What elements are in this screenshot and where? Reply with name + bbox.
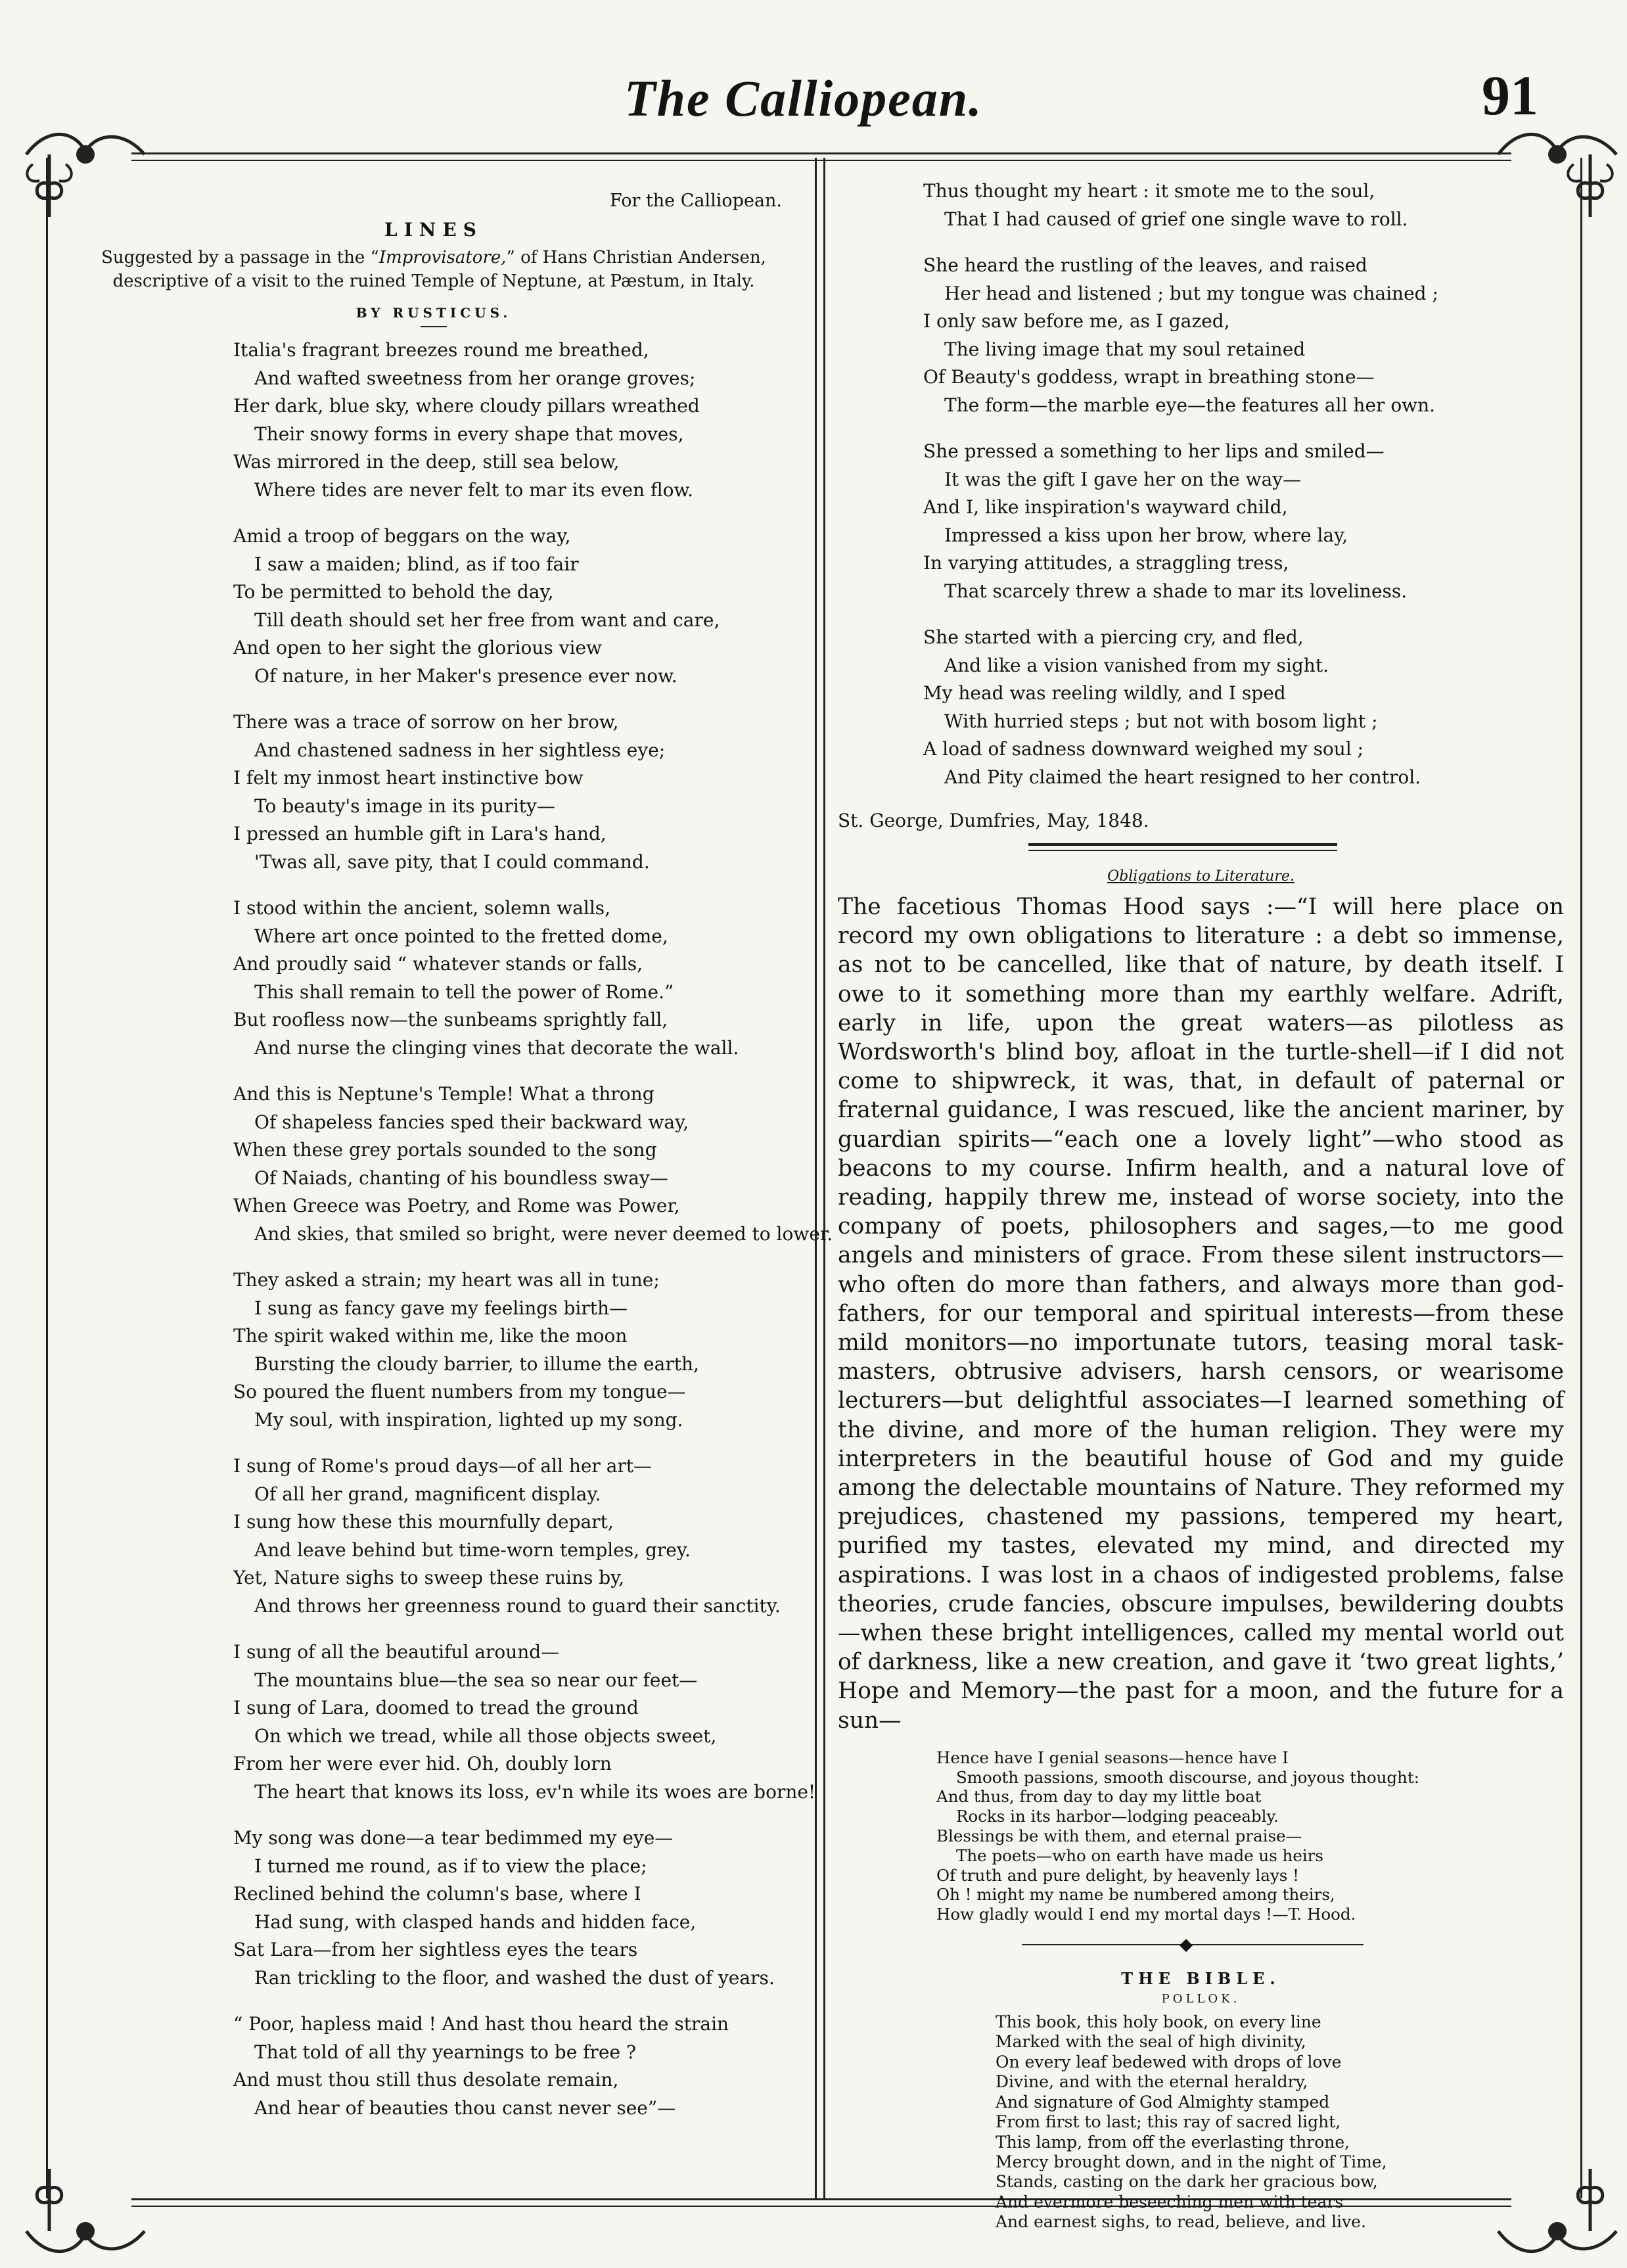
- diamond-icon: ◆: [1180, 1935, 1193, 1955]
- verse-line: And I, like inspiration's wayward child,: [923, 496, 1288, 518]
- stanza: [233, 708, 795, 876]
- poem-subtitle: [72, 246, 795, 293]
- verse-line: That I had caused of grief one single wave to roll.: [944, 208, 1408, 230]
- verse-line: It was the gift I gave her on the way—: [944, 468, 1302, 490]
- flourish-ornament-icon: [20, 2162, 151, 2261]
- verse-line: Her head and listened ; but my tongue was chained ;: [944, 282, 1438, 304]
- verse-line: My soul, with inspiration, lighted up my song.: [254, 1408, 683, 1431]
- verse-line: Sat Lara—from her sightless eyes the tears: [233, 1939, 638, 1960]
- verse-line: My song was done—a tear bedimmed my eye—: [233, 1827, 674, 1849]
- verse-line: In varying attitudes, a straggling tress,: [923, 552, 1289, 574]
- verse-line: I turned me round, as if to view the place;: [254, 1855, 647, 1877]
- poem-stanzas-continued: [838, 177, 1564, 791]
- stanza: [233, 1638, 816, 1806]
- verse-line: On every leaf bedewed with drops of love: [996, 2052, 1342, 2071]
- verse-line: Bursting the cloudy barrier, to illume the earth,: [254, 1353, 699, 1375]
- verse-line: And like a vision vanished from my sight.: [944, 654, 1329, 676]
- diamond-rule: [1022, 1935, 1363, 1955]
- subtitle-text: ” of Hans Christian Andersen, descriptive of a visit to the ruined Temple of Neptune, at Pæstum, in Italy.: [112, 248, 766, 291]
- contribution-note: For the Calliopean.: [609, 191, 782, 211]
- masthead: [0, 62, 1627, 141]
- frame-right-border: [1580, 158, 1582, 2198]
- stanza: [233, 1080, 833, 1248]
- verse-line: To be permitted to behold the day,: [233, 581, 554, 603]
- verse-line: Oh ! might my name be numbered among theirs,: [936, 1885, 1335, 1905]
- verse-line: And chastened sadness in her sightless eye;: [254, 739, 666, 761]
- verse-line: But roofless now—the sunbeams sprightly fall,: [233, 1009, 668, 1030]
- verse-line: The living image that my soul retained: [944, 338, 1306, 360]
- verse-line: That scarcely threw a shade to mar its loveliness.: [944, 580, 1408, 602]
- verse-line: Was mirrored in the deep, still sea below,: [233, 451, 620, 473]
- section-rule: [1028, 843, 1337, 851]
- verse-line: My head was reeling wildly, and I sped: [923, 682, 1286, 704]
- stanza: [233, 1266, 795, 1434]
- verse-line: And thus, from day to day my little boat: [936, 1787, 1262, 1807]
- verse-line: She started with a piercing cry, and fled,: [923, 626, 1304, 648]
- poem-title: LINES: [384, 219, 483, 241]
- verse-line: This lamp, from off the everlasting throne,: [996, 2132, 1350, 2152]
- verse-line: Her dark, blue sky, where cloudy pillars wreathed: [233, 395, 700, 417]
- verse-line: From first to last; this ray of sacred light,: [996, 2112, 1341, 2132]
- verse-quote: [936, 1748, 1564, 1924]
- left-column: [72, 177, 833, 2141]
- verse-line: I felt my inmost heart instinctive bow: [233, 767, 584, 789]
- verse-line: And proudly said “ whatever stands or falls,: [233, 953, 643, 975]
- subtitle-book-title: Improvisatore,: [378, 248, 507, 267]
- verse-line: Rocks in its harbor—lodging peaceably.: [956, 1807, 1279, 1826]
- verse-line: Impressed a kiss upon her brow, where lay,: [944, 524, 1348, 546]
- verse-line: She pressed a something to her lips and smiled—: [923, 440, 1385, 462]
- verse-line: And signature of God Almighty stamped: [996, 2092, 1330, 2112]
- verse-line: Of Beauty's goddess, wrapt in breathing stone—: [923, 366, 1375, 388]
- verse-line: Divine, and with the eternal heraldry,: [996, 2072, 1308, 2092]
- verse-line: Where art once pointed to the fretted dome,: [254, 925, 668, 947]
- verse-line: Thus thought my heart : it smote me to the soul,: [923, 180, 1375, 202]
- verse-line: Of shapeless fancies sped their backward way,: [254, 1111, 689, 1133]
- verse-line: And wafted sweetness from her orange groves;: [254, 367, 696, 389]
- stanza: [233, 336, 795, 504]
- verse-line: And open to her sight the glorious view: [233, 637, 602, 659]
- verse-line: “ Poor, hapless maid ! And hast thou heard the strain: [233, 2013, 729, 2035]
- verse-line: The spirit waked within me, like the moon: [233, 1325, 628, 1347]
- verse-line: That told of all thy yearnings to be free ?: [254, 2041, 636, 2063]
- verse-line: She heard the rustling of the leaves, and raised: [923, 254, 1367, 276]
- stanza: [233, 2010, 795, 2122]
- verse-line: Of Naiads, chanting of his boundless sway—: [254, 1167, 668, 1189]
- verse-line: I sung of all the beautiful around—: [233, 1641, 560, 1663]
- right-column: [838, 177, 1564, 2233]
- verse-line: And hear of beauties thou canst never see”—: [254, 2096, 676, 2119]
- verse-line: Hence have I genial seasons—hence have I: [936, 1747, 1289, 1767]
- poem-signoff: St. George, Dumfries, May, 1848.: [838, 810, 1149, 831]
- verse-line: I only saw before me, as I gazed,: [923, 310, 1230, 332]
- verse-line: And must thou still thus desolate remain,: [233, 2069, 619, 2091]
- verse-line: When Greece was Poetry, and Rome was Power,: [233, 1195, 680, 1216]
- verse-line: Of nature, in her Maker's presence ever now.: [254, 664, 677, 687]
- verse-line: Of truth and pure delight, by heavenly lays !: [936, 1865, 1300, 1885]
- verse-line: There was a trace of sorrow on her brow,: [233, 711, 619, 733]
- verse-line: Blessings be with them, and eternal praise—: [936, 1826, 1302, 1846]
- poem-byline: BY RUSTICUS.: [355, 305, 512, 321]
- verse-line: I sung how these this mournfully depart,: [233, 1511, 614, 1533]
- stanza: [233, 1452, 795, 1620]
- verse-line: Their snowy forms in every shape that moves,: [254, 423, 684, 445]
- verse-line: I sung as fancy gave my feelings birth—: [254, 1297, 628, 1319]
- bible-poem-title: THE BIBLE.: [1121, 1969, 1281, 1989]
- verse-line: I sung of Rome's proud days—of all her art—: [233, 1455, 653, 1477]
- verse-line: And nurse the clinging vines that decorate the wall.: [254, 1036, 739, 1059]
- stanza: [923, 624, 1564, 791]
- stanza: [923, 177, 1564, 233]
- verse-line: With hurried steps ; but not with bosom light ;: [944, 710, 1378, 732]
- bible-poem: [996, 2012, 1564, 2232]
- verse-line: Marked with the seal of high divinity,: [996, 2032, 1306, 2052]
- verse-line: Smooth passions, smooth discourse, and joyous thought:: [956, 1767, 1419, 1787]
- verse-line: On which we tread, while all those objects sweet,: [254, 1724, 717, 1747]
- bible-poem-author: POLLOK.: [1161, 1992, 1241, 2006]
- verse-line: The poets—who on earth have made us heirs: [956, 1845, 1323, 1865]
- verse-line: 'Twas all, save pity, that I could command.: [254, 850, 650, 873]
- verse-line: So poured the fluent numbers from my tongue—: [233, 1381, 686, 1402]
- verse-line: The form—the marble eye—the features all her own.: [944, 394, 1436, 416]
- stanza: [923, 252, 1564, 419]
- verse-line: And this is Neptune's Temple! What a throng: [233, 1083, 654, 1105]
- byline-rule: [421, 326, 447, 327]
- verse-line: I saw a maiden; blind, as if too fair: [254, 553, 579, 575]
- column-divider: [815, 158, 825, 2198]
- verse-line: Mercy brought down, and in the night of Time,: [996, 2152, 1387, 2171]
- verse-line: Of all her grand, magnificent display.: [254, 1483, 601, 1505]
- article-text: The facetious Thomas Hood says :—“I will here place on record my own obligations to literature : a debt so immense, as not to be cancelled, like that of nature, by death itself. I owe to it something more than my earthly welfare. Adrift, early in life, upon the great waters—as pilotless as Wordsworth's blind boy, afloat in the turtle-shell—if I did not come to shipwreck, it was, that, in default of paternal or fraternal guidance, I was rescued, like the ancient mariner, by guardian spirits—“each one a lovely light”—who stood as beacons to my course. Infirm health, and a natural love of reading, happily threw me, instead of worse society, into the company of poets, philosophers and sages,—to me good angels and ministers of grace. From these silent instructors—who often do more than fathers, and always more than god-fathers, for our temporal and spiritual interests—from these mild monitors—no importunate tutors, teasing moral task-masters, obtrusive advisers, harsh censors, or wearisome lecturers—but delightful associates—I learned something of the divine, and more of the human religion. They were my interpreters in the beautiful house of God and my guide among the delectable mountains of Nature. They reformed my prejudices, chastened my passions, tempered my heart, purified my tastes, elevated my mind, and directed my aspirations. I was lost in a chaos of indigested problems, false theories, crude fancies, obscure impulses, bewildering doubts—when these bright intelligences, called my mental world out of darkness, like a new creation, and gave it ‘two great lights,’ Hope and Memory—the past for a moon, and the future for a sun—: [838, 894, 1564, 1734]
- stanza: [233, 522, 795, 690]
- verse-line: When these grey portals sounded to the song: [233, 1139, 657, 1161]
- verse-line: Ran trickling to the floor, and washed the dust of years.: [254, 1966, 775, 1989]
- stanza: [233, 1824, 795, 1992]
- verse-line: Italia's fragrant breezes round me breathed,: [233, 339, 649, 361]
- verse-line: The mountains blue—the sea so near our feet—: [254, 1669, 698, 1691]
- frame-left-border: [46, 158, 48, 2198]
- stanza: [233, 894, 795, 1062]
- verse-line: This shall remain to tell the power of Rome.”: [254, 981, 674, 1003]
- verse-line: And earnest sighs, to read, believe, and live.: [996, 2212, 1366, 2232]
- verse-line: Yet, Nature sighs to sweep these ruins by,: [233, 1567, 625, 1588]
- verse-line: And skies, that smiled so bright, were never deemed to lower.: [254, 1222, 833, 1245]
- verse-line: Amid a troop of beggars on the way,: [233, 525, 571, 547]
- stanza: [923, 438, 1564, 605]
- page-number: 91: [1482, 64, 1538, 127]
- verse-line: I sung of Lara, doomed to tread the ground: [233, 1697, 639, 1719]
- poem-stanzas: [72, 336, 833, 2122]
- newspaper-title: The Calliopean.: [624, 70, 983, 127]
- verse-line: How gladly would I end my mortal days !—T. Hood.: [936, 1905, 1356, 1924]
- verse-line: I stood within the ancient, solemn walls,: [233, 897, 611, 919]
- verse-line: Till death should set her free from want and care,: [254, 609, 720, 631]
- verse-line: A load of sadness downward weighed my soul ;: [923, 738, 1364, 760]
- verse-line: Where tides are never felt to mar its even flow.: [254, 478, 694, 501]
- verse-line: And evermore beseeching men with tears: [996, 2192, 1344, 2211]
- verse-line: This book, this holy book, on every line: [996, 2012, 1321, 2032]
- subtitle-text: Suggested by a passage in the “: [101, 248, 379, 267]
- verse-line: And throws her greenness round to guard their sanctity.: [254, 1594, 781, 1617]
- verse-line: And Pity claimed the heart resigned to her control.: [944, 766, 1421, 788]
- verse-line: To beauty's image in its purity—: [254, 795, 555, 817]
- article-title: Obligations to Literature.: [1107, 868, 1295, 885]
- verse-line: From her were ever hid. Oh, doubly lorn: [233, 1753, 612, 1774]
- verse-line: They asked a strain; my heart was all in tune;: [233, 1269, 660, 1291]
- verse-line: Had sung, with clasped hands and hidden face,: [254, 1910, 697, 1933]
- verse-line: Stands, casting on the dark her gracious bow,: [996, 2172, 1378, 2192]
- verse-line: I pressed an humble gift in Lara's hand,: [233, 823, 607, 845]
- verse-line: And leave behind but time-worn temples, grey.: [254, 1539, 691, 1561]
- verse-line: The heart that knows its loss, ev'n while its woes are borne!: [254, 1780, 816, 1803]
- verse-line: Reclined behind the column's base, where I: [233, 1883, 641, 1905]
